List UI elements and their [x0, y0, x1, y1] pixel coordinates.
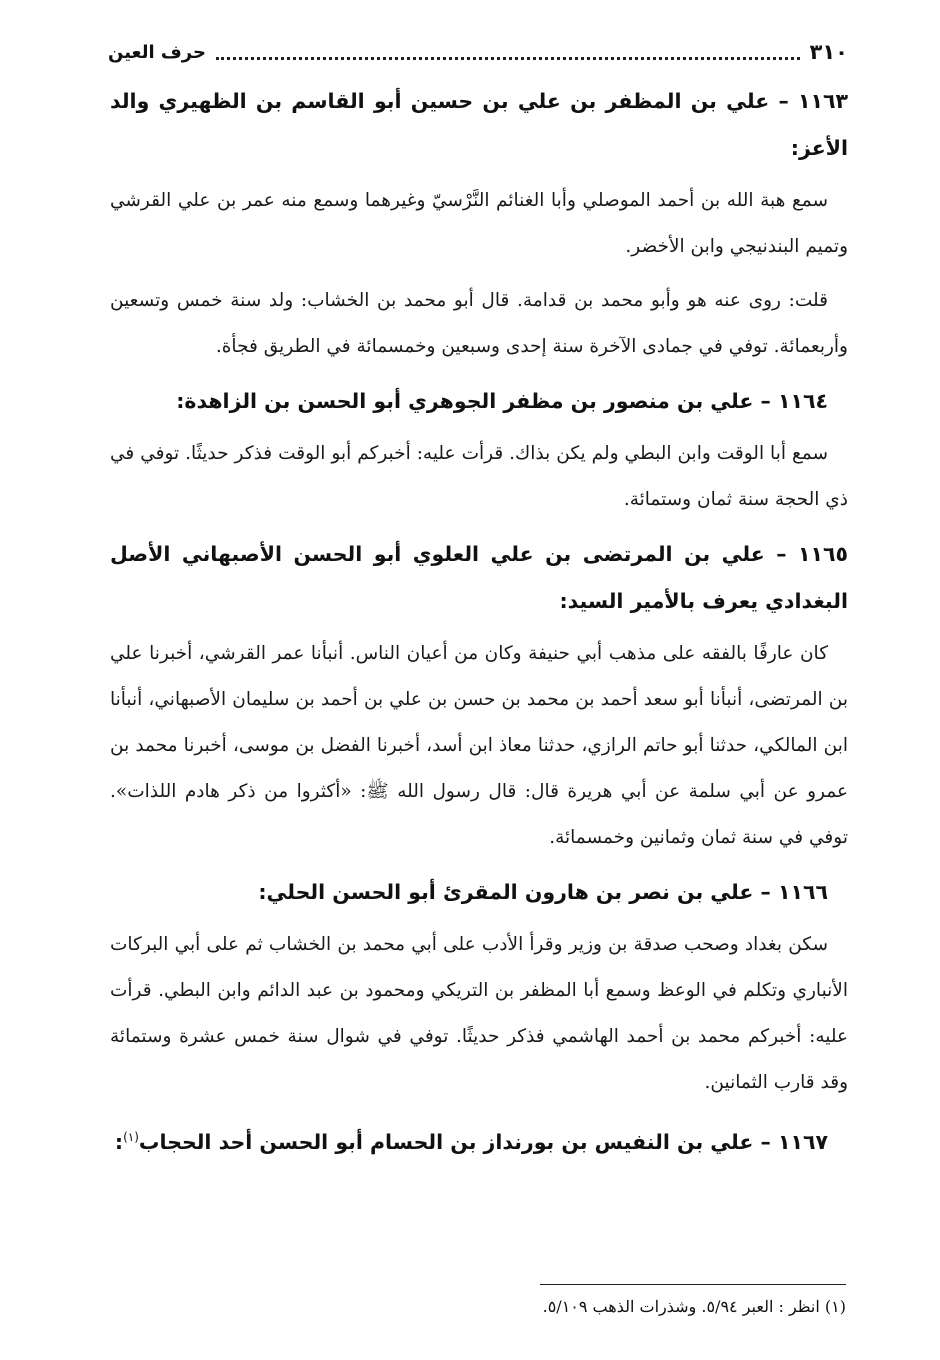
entry-heading-colon: : [114, 1129, 124, 1154]
entry-paragraph: كان عارفًا بالفقه على مذهب أبي حنيفة وكان من أعيان الناس. أنبأنا عمر القرشي، أخبرنا علي بن المرتضى، أنبأنا أبو سعد أحمد بن محمد بن حسن بن علي بن أحمد بن سليمان الأصبهاني، أنبأنا ابن المالكي، حدثنا أبو حاتم الرازي، حدثنا معاذ ابن أسد، أخبرنا الفضل بن موسى، أخبرنا محمد بن عمرو عن أبي سلمة عن أبي هريرة قال: قال رسول الله ﷺ: «أكثروا من ذكر هادم اللذات». توفي في سنة ثمان وثمانين وخمسمائة. [110, 643, 848, 848]
entry-number: ١١٦٦ [777, 880, 828, 904]
entry-heading [110, 531, 848, 625]
biography-entry [110, 1114, 848, 1166]
entry-number: ١١٦٧ [777, 1129, 828, 1154]
biography-entry [110, 378, 848, 523]
entry-heading [110, 869, 848, 916]
entry-number: ١١٦٥ [797, 542, 848, 566]
entry-dash: – [760, 389, 771, 413]
entry-paragraph: قلت: روى عنه هو وأبو محمد بن قدامة. قال أبو محمد بن الخشاب: ولد سنة خمس وتسعين وأربعمائة. توفي في جمادى الآخرة سنة إحدى وسبعين وخمسمائة في الطريق فجأة. [110, 290, 848, 357]
running-header [108, 34, 848, 70]
biography-entry [110, 78, 848, 370]
entry-number: ١١٦٣ [797, 89, 848, 113]
entry-paragraph: سمع أبا الوقت وابن البطي ولم يكن بذاك. قرأت عليه: أخبركم أبو الوقت فذكر حديثًا. توفي في ذي الحجة سنة ثمان وستمائة. [110, 443, 848, 510]
footnote-divider [540, 1284, 846, 1285]
entry-dash: – [760, 1129, 771, 1154]
entry-heading [110, 78, 848, 172]
entry-paragraph: سمع هبة الله بن أحمد الموصلي وأبا الغنائم النَّرْسيّ وغيرهما وسمع منه عمر بن علي القرشي وتميم البندنيجي وابن الأخضر. [110, 190, 848, 257]
body-text [110, 78, 848, 1166]
biography-entry [110, 869, 848, 1106]
entry-name: علي بن المرتضى بن علي العلوي أبو الحسن الأصبهاني الأصل البغدادي يعرف بالأمير السيد: [110, 542, 848, 613]
entry-heading [110, 378, 848, 425]
biography-entry [110, 531, 848, 861]
entry-number: ١١٦٤ [777, 389, 828, 413]
entry-paragraph: سكن بغداد وصحب صدقة بن وزير وقرأ الأدب على أبي محمد بن الخشاب ثم على أبي البركات الأنباري وتكلم في الوعظ وسمع أبا المظفر بن التريكي ومحمود بن عبد الدائم وابن البطي. قرأت عليه: أخبركم محمد بن أحمد الهاشمي فذكر حديثًا. توفي في شوال سنة خمس عشرة وستمائة وقد قارب الثمانين. [110, 934, 848, 1093]
entry-name: علي بن نصر بن هارون المقرئ أبو الحسن الحلي: [258, 880, 754, 904]
footnote: (١) انظر : العبر ٥/٩٤. وشذرات الذهب ٥/١٠٩. [542, 1297, 846, 1316]
entry-dash: – [776, 542, 787, 566]
entry-name: علي بن النفيس بن بورنداز بن الحسام أبو الحسن أحد الحجاب [138, 1129, 754, 1154]
footnote-reference[interactable]: (١) [123, 1130, 139, 1144]
section-title: حرف العين [108, 41, 206, 63]
entry-heading [110, 1114, 848, 1166]
entry-name: علي بن المظفر بن علي بن حسين أبو القاسم بن الظهيري والد الأعز: [110, 89, 848, 160]
entry-name: علي بن منصور بن مظفر الجوهري أبو الحسن بن الزاهدة: [176, 389, 754, 413]
entry-dash: – [778, 89, 789, 113]
page-number: ٣١٠ [809, 40, 848, 64]
dotted-leader [216, 57, 800, 60]
entry-dash: – [760, 880, 771, 904]
